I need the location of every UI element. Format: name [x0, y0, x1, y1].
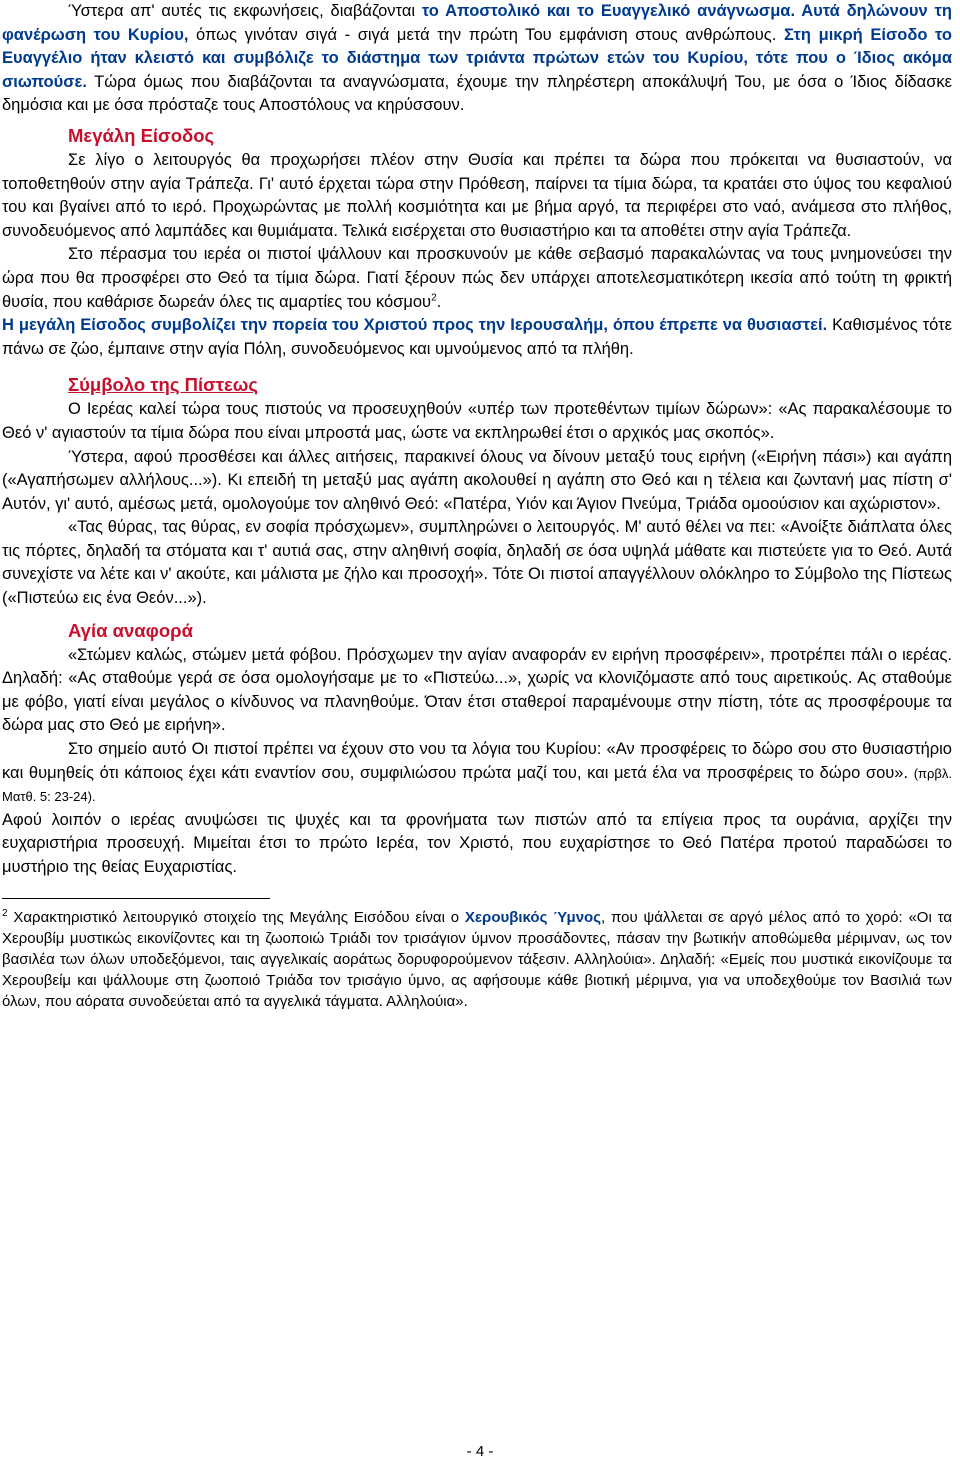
paragraph: «Τας θύρας, τας θύρας, εν σοφία πρόσχωμεν», συμπληρώνει ο λειτουργός. Μ' αυτό θέλει να πει: «Ανοίξτε διάπλατα όλες τις πόρτες, δηλαδή τα στόματα και τ' αυτιά σας, στην αληθινή σοφία, δηλαδή σε όσα υψηλά μάθατε και πιστεύετε για το Θεό. Αυτά συνεχίστε να λέτε και ν' ακούτε, και μάλιστα με ζήλο και προσοχή». Τότε Οι πιστοί απαγγέλλουν ολόκληρο το Σύμβολο της Πίστεως («Πιστεύω εις ένα Θεόν...»).: [2, 518, 952, 608]
intro-text-e: Τώρα όμως που διαβάζονται τα αναγνώσματα, έχουμε την πληρέστερη αποκάλυψή Του, με όσα ο Ίδιος δίδασκε δημόσια και με όσα πρόσταζε τους Αποστόλους να κηρύσσουν.: [2, 72, 952, 115]
document-page: [2, 0, 952, 1013]
heading-agia-anafora: Αγία αναφορά: [68, 619, 194, 641]
footnote-number: 2: [2, 907, 8, 919]
footnote-divider: [2, 898, 270, 899]
paragraph-text: Καθισμένος τότε πάνω σε ζώο, έμπαινε στην αγία Πόλη, συνοδευόμενος και υμνούμενος από τα πλήθη.: [2, 316, 952, 358]
footnote-emphasis: Χερουβικός Ύμνος: [464, 908, 602, 926]
footnote-text-a: Χαρακτηριστικό λειτουργικό στοιχείο της Μεγάλης Εισόδου είναι ο: [7, 908, 465, 926]
scripture-reference: (πρβλ. Ματθ. 5: 23-24).: [2, 765, 952, 805]
intro-paragraph: [2, 0, 952, 118]
paragraph-end: .: [436, 292, 442, 311]
footnote-ref: 2: [431, 292, 437, 304]
paragraph: «Στώμεν καλώς, στώμεν μετά φόβου. Πρόσχωμεν την αγίαν αναφοράν εν ειρήνη προσφέρειν», προτρέπει πάλι ο ιερέας. Δηλαδή: «Ας σταθούμε γερά σε όσα ομολογήσαμε με το «Πιστεύω...», χωρίς να κλονιζόμαστε από τους αιρετικούς. Ας σταθούμε με φόβο, γιατί είναι μεγάλος ο κίνδυνος να πλανηθούμε. Όταν έτσι σταθερoί παραμένουμε στην πίστη, τότε ας προσφέρουμε τα δώρα μας στο Θεό με ειρήνη».: [2, 645, 952, 735]
paragraph: [2, 314, 952, 361]
intro-emphasis-b: το Αποστολικό και το Ευαγγελικό ανάγνωσμα. Αυτά δηλώνουν τη φανέρωση του Κυρίου,: [2, 2, 952, 44]
paragraph-text: Στο πέρασμα του ιερέα οι πιστοί ψάλλουν και προσκυνούν με κάθε σεβασμό παρακαλώντας να τους μνημονεύσει την ώρα που θα προσφέρει στο Θεό τα τίμια δώρα. Γιατί ξέρουν πώς δεν υπάρχει αποτελεσματικότερη ικεσία από τούτη τη φρικτή θυσία, που καθάρισε δωρεάν όλες τις αμαρτίες του κόσμου: [2, 245, 952, 311]
footnote-text-c: , που ψάλλεται σε αργό μέλος από το χορό: «Οι τα Χερουβίμ μυστικώς εικονίζοντες και τη ζωοποιώ Τριάδι τον τρισάγιον ύμνον προσάδοντες, πάσαν την βωτικήν αποθώμεθα μέριμναν, ως τον βασιλέα των όλων υποδεξόμενοι, ταις αγγελικαίς αοράτως δορυφορούμενον τάξεσιν. Αλληλούια». Δηλαδή: «Εμείς που μυστικά εικονίζουμε τα Χερουβείμ και ψάλλουμε στη ζωοποιό Τριάδα τον τρισάγιο ύμνο, ας αφήσουμε κάθε βιοτική μέριμνα, για να υποδεχθούμε τον Βασιλιά των όλων, που αόρατα συνοδεύεται από τα αγγελικά τάγματα. Αλληλούια».: [2, 908, 952, 1011]
paragraph-text: Στο σημείο αυτό Οι πιστοί πρέπει να έχουν στο νου τα λόγια του Κυρίου: «Αν προσφέρεις το δώρο σου στο θυσιαστήριο και θυμηθείς ότι κάποιος έχει κάτι εναντίον σου, συμφιλιώσου πρώτα μαζί του, και μετά έλα να προσφέρεις το δώρο σου».: [2, 740, 952, 782]
heading-megali-eisodos: Μεγάλη Είσοδος: [68, 124, 215, 146]
paragraph: Ο Ιερέας καλεί τώρα τους πιστούς να προσευχηθούν «υπέρ των προτεθέντων τιμίων δώρων»: «Ας παρακαλέσουμε το Θεό ν' αγιαστούν τα τίμια δώρα που είναι μπροστά μας, ώστε να εκπληρωθεί έτσι ο αρχικός μας σκοπός».: [2, 400, 952, 442]
paragraph: Ύστερα, αφού προσθέσει και άλλες αιτήσεις, παρακινεί όλους να δίνουν μεταξύ τους ειρήνη («Ειρήνη πάσι») και αγάπη («Αγαπήσωμεν αλλήλους...»). Κι επειδή τη μεταξύ μας αγάπη ακολουθεί η αγάπη στο Θεό και η τέλεια και ζωντανή μας πίστη σ' Αυτόν, γι' αυτό, αμέσως μετά, ομολογούμε τον αληθινό Θεό: «Πατέρα, Υιόν και Άγιον Πνεύμα, Τριάδα ομοούσιον και αχώριστον».: [2, 447, 952, 513]
paragraph: [2, 738, 952, 809]
paragraph-emphasis: Η μεγάλη Είσοδος συμβολίζει την πορεία του Χριστού προς την Ιερουσαλήμ, όπου έπρεπε να θυσιαστεί.: [2, 316, 828, 335]
paragraph: Αφού λοιπόν ο ιερέας ανυψώσει τις ψυχές και τα φρονήματα των πιστών από τα επίγεια προς τα ουράνια, αρχίζει την ευχαριστήρια προσευχή. Μιμείται έτσι το πρώτο Ιερέα, τον Χριστό, που ευχαρίστησε το Θεό Πατέρα προτού παραδώσει το μυστήριο της θείας Ευχαριστίας.: [2, 810, 952, 876]
heading-symvolo-pisteos: Σύμβολο της Πίστεως: [68, 374, 259, 396]
paragraph: Σε λίγο ο λειτουργός θα προχωρήσει πλέον στην Θυσία και πρέπει τα δώρα που πρόκειται να θυσιαστούν, να τοποθετηθούν στην αγία Τράπεζα. Γι' αυτό έρχεται τώρα στην Πρόθεση, παίρνει τα τίμια δώρα, τα κρατάει στο ύψος του κεφαλιού του και βγαίνει από το ιερό. Προχωρώντας με πολλή κοσμιότητα και με βήμα αργό, τα περιφέρει στο ναό, ανάμεσα στο πλήθος, συνοδευόμενος από λαμπάδες και θυμιάματα. Τελικά εισέρχεται στο θυσιαστήριο και τα αποθέτει στην αγία Τράπεζα.: [2, 150, 952, 240]
footnote: [2, 907, 952, 1013]
page-number: - 4 -: [466, 1443, 494, 1460]
intro-emphasis-d: Στη μικρή Είσοδο το Ευαγγέλιο ήταν κλειστό και συμβόλιζε το διάστημα των τριάντα πρώτων ετών του Κυρίου, τότε που ο Ίδιος ακόμα σιωπούσε.: [2, 25, 952, 91]
intro-text-a: Ύστερα απ' αυτές τις εκφωνήσεις, διαβάζονται: [68, 2, 422, 20]
intro-text-c: όπως γινόταν σιγά - σιγά μετά την πρώτη Του εμφάνιση στους ανθρώπους.: [188, 25, 784, 44]
paragraph: [2, 243, 952, 314]
